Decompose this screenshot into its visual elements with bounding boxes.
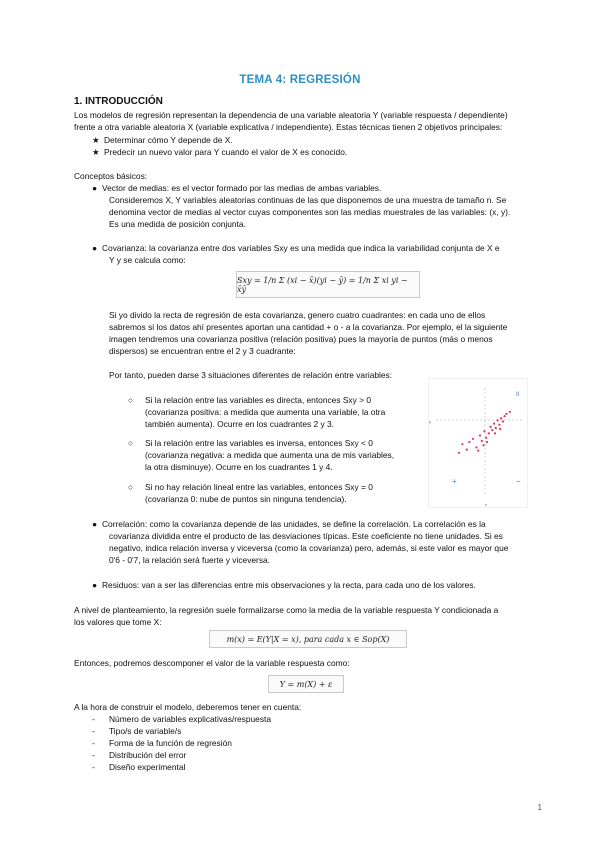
descomponer-text: Entonces, podremos descomponer el valor de la variable respuesta como: (74, 658, 350, 668)
correlacion-text: 0'6 - 0'7, la relación será fuerte y viceversa. (109, 555, 271, 565)
circle-bullet-icon: ○ (128, 438, 134, 448)
intro-line-1: Los modelos de regresión representan la dependencia de una variable aleatoria Y (variable respuesta / dependiente) (74, 110, 508, 120)
circle-bullet-icon: ○ (128, 482, 134, 492)
vector-text: Consideremos X, Y variables aleatorias continuas de las que disponemos de una muestra de tamaño n. Se (109, 195, 507, 205)
scatter-point (493, 423, 495, 425)
bullet-icon: ● (92, 183, 98, 193)
modelo-item-text: Tipo/s de variable/s (109, 726, 182, 736)
modelo-item (92, 714, 102, 726)
vector-heading: ● Vector de medias: es el vector formado por las medias de ambas variables. (92, 183, 382, 193)
quadrant-label: II (516, 392, 520, 398)
modelo-item-text: Diseño experimental (109, 762, 186, 772)
dash-bullet-icon: - (92, 762, 95, 772)
correlacion-text: covarianza dividida entre el producto de las desviaciones típicas. Este coeficiente no tiene unidades. Si es (109, 531, 503, 541)
situation-text: (covarianza positiva: a medida que aumenta una variable, la otra (145, 407, 386, 417)
modelo-item (92, 762, 102, 774)
scatter-point (468, 441, 470, 443)
scatter-point (475, 446, 477, 448)
scatter-point (502, 420, 504, 422)
dash-bullet-icon: - (92, 750, 95, 760)
scatter-point (486, 441, 488, 443)
scatter-point (482, 444, 484, 446)
scatter-point (483, 430, 485, 432)
quadrant-label: + (452, 477, 457, 486)
bullet-icon: ● (92, 580, 98, 590)
modelo-item-text: Número de variables explicativas/respuesta (109, 714, 271, 724)
situations-intro: Por tanto, pueden darse 3 situaciones diferentes de relación entre variables: (109, 370, 393, 380)
section-heading: 1. INTRODUCCIÓN (74, 96, 163, 107)
scatter-point (500, 417, 502, 419)
planteamiento-text: los valores que tome X: (74, 617, 162, 627)
page-number: 1 (537, 803, 542, 812)
scatter-point (505, 413, 507, 415)
concepts-label: Conceptos básicos: (74, 171, 148, 181)
scatter-point (494, 432, 496, 434)
dash-bullet-icon: - (92, 726, 95, 736)
star-bullet-icon: ★ (92, 135, 100, 145)
quadrant-text: sabremos si los datos ahí presentes aportan una cantidad + o - a la covarianza. Por ejemplo, el la siguiente (109, 322, 508, 332)
scatter-point (477, 450, 479, 452)
covarianza-heading: ● Covarianza: la covarianza entre dos variables Sxy es una medida que indica la variabilidad conjunta de X e (92, 243, 500, 253)
decomposition-formula: Y = m(X) + ε (268, 675, 344, 693)
scatter-point (472, 438, 474, 440)
situation-text: Si la relación entre las variables es directa, entonces Sxy > 0 (145, 395, 372, 405)
situation-item (128, 482, 138, 494)
situation-text: Si no hay relación lineal entre las variables, entonces Sxy = 0 (145, 482, 373, 492)
scatter-point (488, 432, 490, 434)
scatter-point (490, 426, 492, 428)
quadrant-label: − (516, 477, 521, 486)
axis-label: x (485, 502, 487, 507)
situation-item (128, 438, 138, 450)
modelo-item (92, 738, 102, 750)
situation-text: (covarianza negativa: a medida que aumenta una de mis variables, (145, 450, 395, 460)
scatter-point (461, 443, 463, 445)
regression-formula: m(x) = E(Y|X = x), para cada x ∈ Sop(X) (209, 630, 407, 648)
intro-line-2: frente a otra variable aleatoria X (variable explicativa / independiente). Estas técnicas tienen 2 objetivos principales: (74, 122, 503, 132)
correlacion-text: negativo, indica relación inversa y viceversa (como la covarianza) pero, además, si este valor es mayor que (109, 543, 509, 553)
dash-bullet-icon: - (92, 738, 95, 748)
scatter-point (466, 449, 468, 451)
scatter-point (509, 411, 511, 413)
scatter-point (481, 440, 483, 442)
scatter-point (458, 452, 460, 454)
scatter-point (497, 419, 499, 421)
objective-item: ★ Determinar cómo Y depende de X. (92, 135, 233, 145)
modelo-item-text: Distribución del error (109, 750, 187, 760)
covariance-formula: Sxy = 1/n Σ (xi − x̄)(yi − ȳ) = 1/n Σ xi yi − x̄ȳ (236, 271, 420, 298)
scatter-point (498, 424, 500, 426)
scatter-point (499, 428, 501, 430)
scatter-plot-figure (428, 378, 528, 508)
correlacion-heading: ● Correlación: como la covarianza depende de las unidades, se define la correlación. La correlación es la (92, 519, 486, 529)
scatter-point (491, 429, 493, 431)
scatter-point (495, 427, 497, 429)
objective-item: ★ Predecir un nuevo valor para Y cuando el valor de X es conocido. (92, 147, 348, 157)
dash-bullet-icon: - (92, 714, 95, 724)
scatter-point (479, 434, 481, 436)
star-bullet-icon: ★ (92, 147, 100, 157)
quadrant-text: Si yo divido la recta de regresión de esta covarianza, genero cuatro cuadrantes: en cada uno de ellos (109, 310, 486, 320)
bullet-icon: ● (92, 519, 98, 529)
residuos-item: ● Residuos: van a ser las diferencias entre mis observaciones y la recta, para cada uno de los valores. (92, 580, 476, 590)
circle-bullet-icon: ○ (128, 395, 134, 405)
axis-label: y (429, 419, 431, 424)
situation-item (128, 395, 138, 407)
quadrant-text: imagen tendremos una covarianza positiva (relación positiva) pues la mayoría de puntos (más o menos (109, 334, 493, 344)
modelo-item (92, 726, 102, 738)
scatter-point (504, 415, 506, 417)
vector-text: denomina vector de medias al vector cuyas componentes son las medias muestrales de las variables: (x, y). (109, 207, 511, 217)
quadrant-text: dispersos) se encuentran entre el 2 y 3 cuadrante: (109, 346, 296, 356)
scatter-point (485, 437, 487, 439)
scatter-frame (429, 379, 528, 508)
bullet-icon: ● (92, 243, 98, 253)
modelo-item-text: Forma de la función de regresión (109, 738, 232, 748)
modelo-item (92, 750, 102, 762)
covarianza-text: Y y se calcula como: (109, 255, 186, 265)
modelo-intro: A la hora de construir el modelo, deberemos tener en cuenta: (74, 702, 302, 712)
situation-text: la otra disminuye). Ocurre en los cuadrantes 1 y 4. (145, 462, 333, 472)
situation-text: también aumenta). Ocurre en los cuadrantes 2 y 3. (145, 419, 335, 429)
planteamiento-text: A nivel de planteamiento, la regresión suele formalizarse como la media de la variable respuesta Y condicionada a (74, 605, 499, 615)
situation-text: Si la relación entre las variables es inversa, entonces Sxy < 0 (145, 438, 373, 448)
vector-text: Es una medida de posición conjunta. (109, 219, 246, 229)
page-title: TEMA 4: REGRESIÓN (239, 74, 361, 86)
situation-text: (covarianza 0: nube de puntos sin ninguna tendencia). (145, 494, 347, 504)
